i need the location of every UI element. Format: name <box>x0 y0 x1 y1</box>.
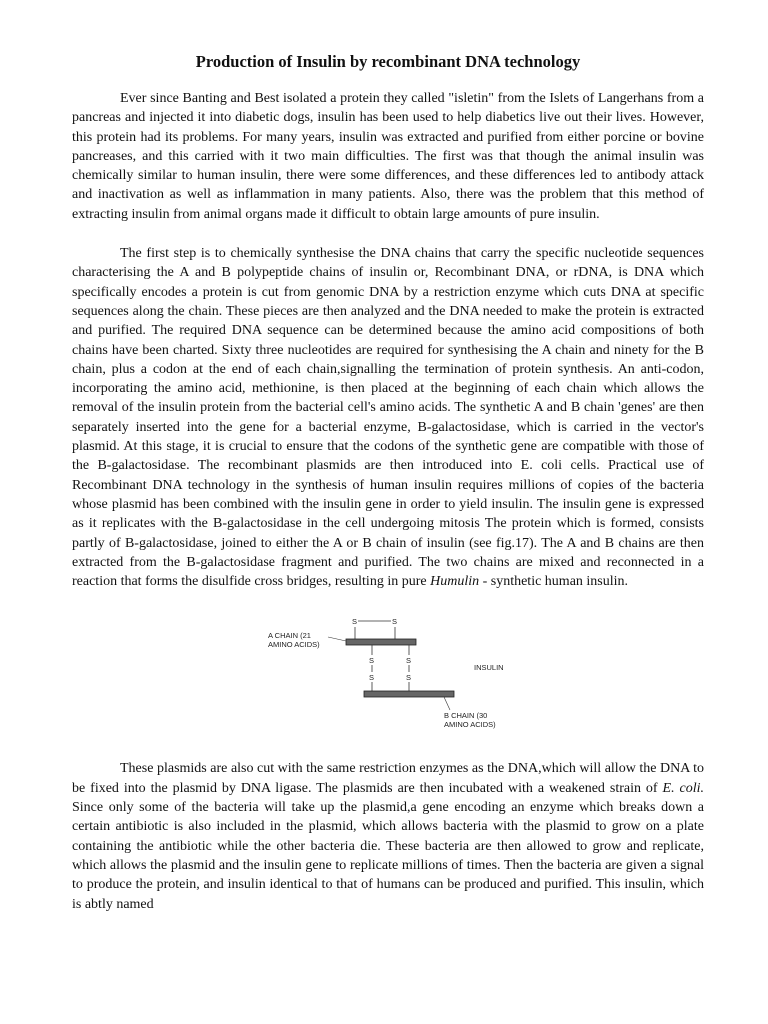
b-chain-pointer <box>444 697 450 710</box>
paragraph-text: Since only some of the bacteria will take up the plasmid,a gene encoding an enzyme which breaks down a certain antibiotic is also included in the plasmid, which allows bacteria with the plasmid to grow on a plate containing the antibiotic while the other bacteria die. These bacteria are then allowed to grow and replicate, which allows the plasmid and the insulin gene to replicate millions of times. Then the bacteria are given a signal to produce the protein, and insulin identical to that of humans can be produced and purified. This insulin, which is abtly named <box>72 800 704 912</box>
s-label: S <box>406 656 412 666</box>
humulin-term: Humulin <box>430 574 480 590</box>
paragraph-text: These plasmids are also cut with the same restriction enzymes as the DNA,which will allow the DNA to be fixed into the plasmid by DNA ligase. The plasmids are then incubated with a weakened strain of <box>72 761 704 796</box>
insulin-diagram <box>268 615 518 739</box>
paragraph-text: The first step is to chemically synthesise the DNA chains that carry the specific nucleotide sequences characterising the A and B polypeptide chains of insulin or, Recombinant DNA, or rDNA, is DNA which specifically encodes a protein is cut from genomic DNA by a restriction enzyme which cuts DNA at specific sequences along the chain. These pieces are then analyzed and the DNA needed to make the protein is extracted and purified. The required DNA sequence can be determined because the amino acid compositions of both chains have been charted. Sixty three nucleotides are required for synthesising the A chain and ninety for the B chain, plus a codon at the end of each chain,signalling the termination of protein synthesis. An anti-codon, incorporating the amino acid, methionine, is then placed at the beginning of each chain which allows the removal of the insulin protein from the bacterial cell's amino acids. The synthetic A and B chain 'genes' are then separately inserted into the gene for a bacterial enzyme, B-galactosidase, which is carried in the vector's plasmid. At this stage, it is crucial to ensure that the codons of the synthetic gene are compatible with those of the B-galactosidase. The recombinant plasmids are then introduced into E. coli cells. Practical use of Recombinant DNA technology in the synthesis of human insulin requires millions of copies of the bacteria whose plasmid has been combined with the insulin gene in order to yield insulin. The insulin gene is expressed as it replicates with the B-galactosidase in the cell undergoing mitosis The protein which is formed, consists partly of B-galactosidase, joined to either the A or B chain of insulin (see fig.17). The A and B chains are then extracted from the B-galactosidase fragment and purified. The two chains are mixed and reconnected in a reaction that forms the disulfide cross bridges, resulting in pure <box>72 246 704 590</box>
document-title: Production of Insulin by recombinant DNA technology <box>195 52 581 71</box>
paragraph-plasmids <box>72 759 704 913</box>
a-chain-label: AMINO ACIDS) <box>268 640 320 650</box>
paragraph-dna-synthesis <box>72 244 704 591</box>
insulin-structure-figure <box>268 615 518 739</box>
s-label: S <box>369 656 375 666</box>
s-label: S <box>392 617 398 627</box>
a-chain-bar <box>346 639 416 645</box>
a-chain-pointer <box>328 637 346 641</box>
s-label: S <box>369 673 375 683</box>
b-chain-bar <box>364 691 454 697</box>
paragraph-intro: Ever since Banting and Best isolated a protein they called "isletin" from the Islets of Langerhans from a pancreas and injected it into diabetic dogs, insulin has been used to help diabetics live out their lives. However, this protein had its problems. For many years, insulin was extracted and purified from either porcine or bovine pancreases, and this carried with it two main difficulties. The first was that though the animal insulin was chemically similar to human insulin, there were some differences, and these differences led to antibody attack and inactivation as well as inflammation in many patients. Also, there was the problem that this method of extracting insulin from animal organs made it difficult to obtain large amounts of pure insulin. <box>72 91 704 222</box>
s-label: S <box>352 617 358 627</box>
paragraph-text: - synthetic human insulin. <box>479 574 629 590</box>
s-label: S <box>406 673 412 683</box>
insulin-label: INSULIN <box>474 663 504 673</box>
b-chain-label: B CHAIN (30 <box>444 711 488 721</box>
e-coli-term: E. coli. <box>662 780 704 796</box>
a-chain-label: A CHAIN (21 <box>268 631 311 641</box>
b-chain-label: AMINO ACIDS) <box>444 720 496 730</box>
